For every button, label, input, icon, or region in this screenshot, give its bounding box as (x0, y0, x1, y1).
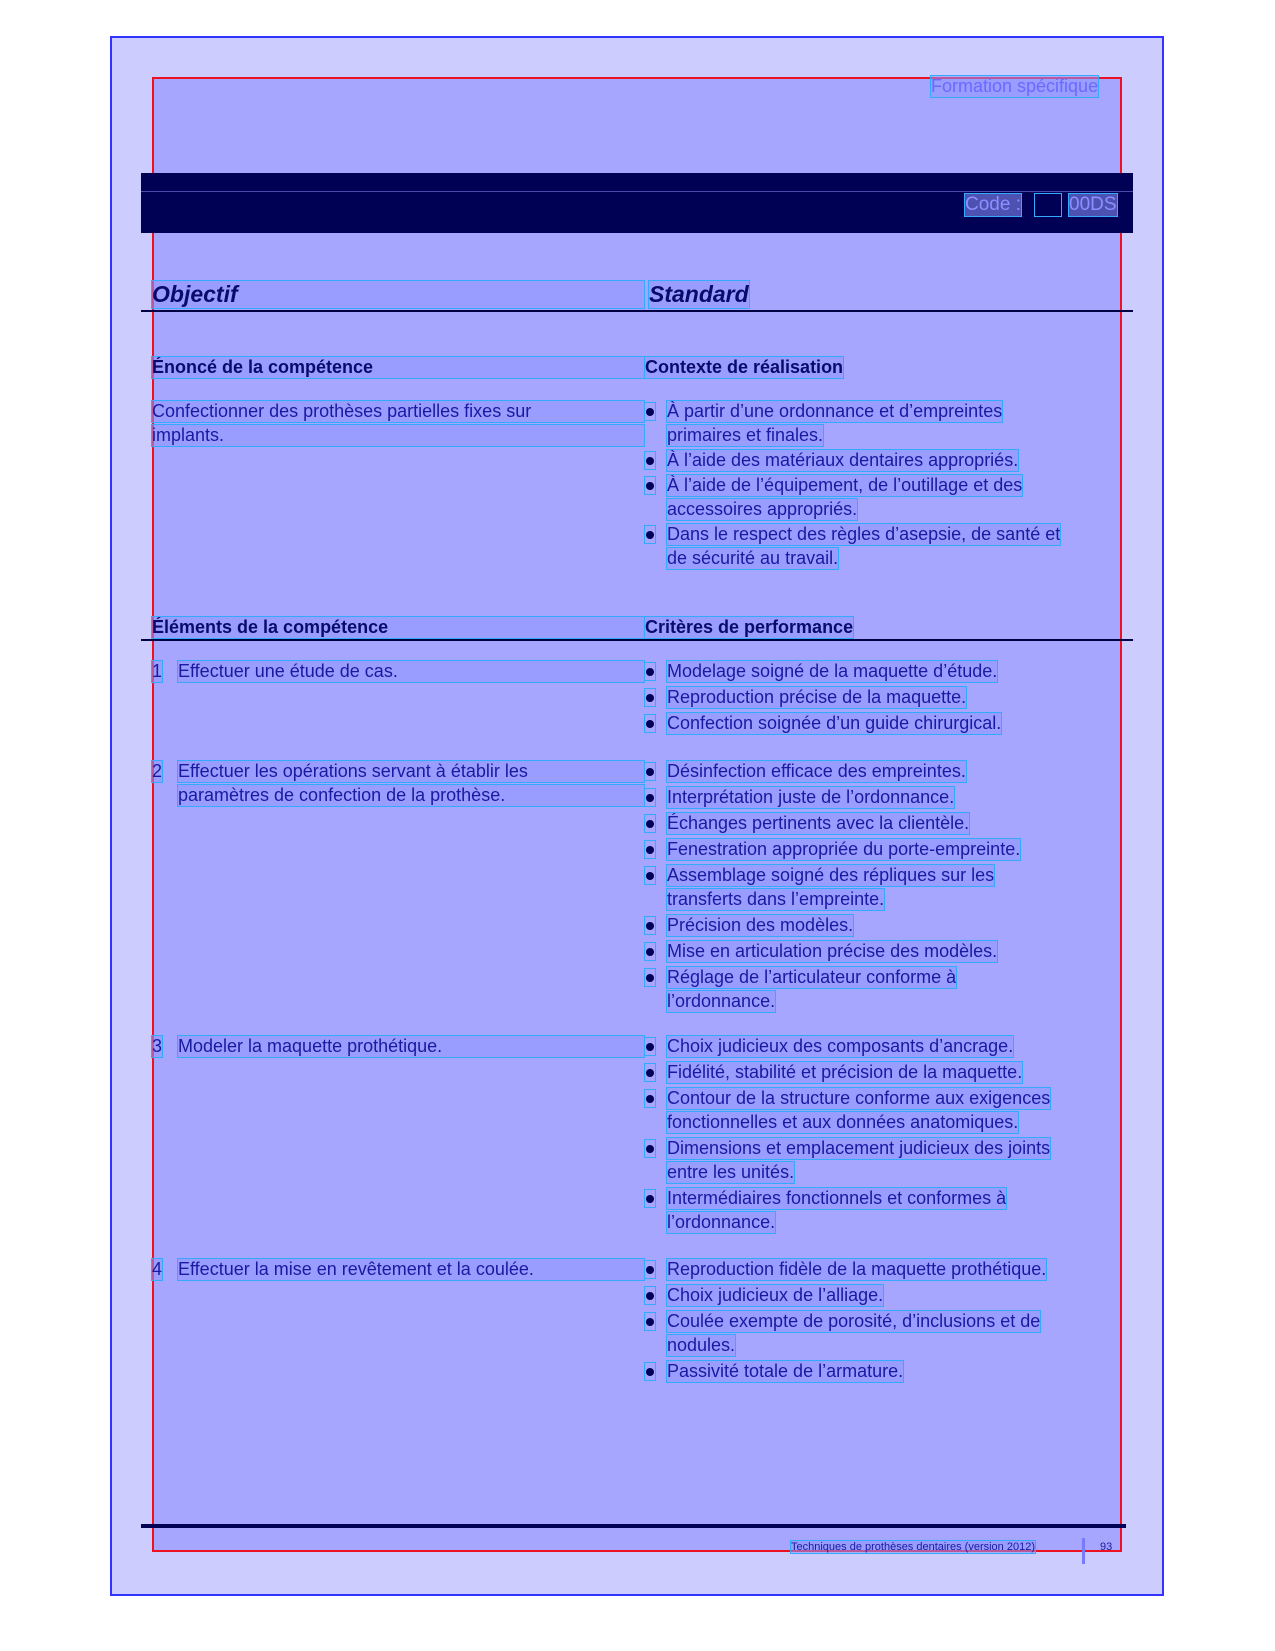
criterion-line: accessoires appropriés. (667, 499, 858, 519)
bullet-dot-icon (646, 408, 654, 416)
bullet-dot-icon (646, 668, 654, 676)
criterion-line: entre les unités. (667, 1162, 795, 1182)
bullet-dot-icon (646, 1266, 654, 1274)
criterion-line: Contour de la structure conforme aux exigences (667, 1088, 1051, 1108)
element-text-line: Effectuer la mise en revêtement et la coulée. (178, 1259, 644, 1280)
bullet-dot-icon (646, 1043, 654, 1051)
context-heading: Contexte de réalisation (645, 357, 844, 377)
criterion-line: Modelage soigné de la maquette d’étude. (667, 661, 998, 681)
bullet-dot-icon (646, 1368, 654, 1376)
bullet-dot-icon (646, 1318, 654, 1326)
element-number: 3 (152, 1036, 163, 1056)
criterion-line: Désinfection efficace des empreintes. (667, 761, 966, 781)
header-banner (141, 173, 1133, 233)
bullet-dot-icon (646, 872, 654, 880)
criterion-line: Intermédiaires fonctionnels et conformes à (667, 1188, 1007, 1208)
criterion-line: Coulée exempte de porosité, d’inclusions et de (667, 1311, 1041, 1331)
bullet-dot-icon (646, 948, 654, 956)
bullet-dot-icon (646, 694, 654, 702)
bullet-dot-icon (646, 846, 654, 854)
element-text-line: paramètres de confection de la prothèse. (178, 785, 644, 806)
bullet-dot-icon (646, 922, 654, 930)
bullet-dot-icon (646, 1095, 654, 1103)
bullet-dot-icon (646, 974, 654, 982)
elements-heading-rule (141, 639, 1133, 641)
criterion-line: primaires et finales. (667, 425, 824, 445)
criterion-line: Choix judicieux de l’alliage. (667, 1285, 884, 1305)
criterion-line: Fidélité, stabilité et précision de la maquette. (667, 1062, 1023, 1082)
page-number: 93 (1100, 1541, 1113, 1553)
bullet-dot-icon (646, 720, 654, 728)
criterion-line: Échanges pertinents avec la clientèle. (667, 813, 970, 833)
element-number: 4 (152, 1259, 163, 1279)
bullet-dot-icon (646, 1069, 654, 1077)
competence-statement-heading: Énoncé de la compétence (152, 357, 644, 378)
criterion-line: l’ordonnance. (667, 1212, 776, 1232)
bullet-dot-icon (646, 794, 654, 802)
bullet-dot-icon (646, 457, 654, 465)
criterion-line: Dans le respect des règles d’asepsie, de santé et (667, 524, 1061, 544)
competence-statement-line: Confectionner des prothèses partielles fixes sur (152, 401, 644, 422)
column-title-objectif: Objectif (152, 281, 644, 308)
column-title-standard: Standard (649, 281, 749, 307)
code-label: Code : (965, 194, 1021, 215)
criterion-line: Reproduction fidèle de la maquette prothétique. (667, 1259, 1047, 1279)
element-text-line: Effectuer les opérations servant à établir les (178, 761, 644, 782)
criterion-line: Confection soignée d’un guide chirurgical. (667, 713, 1002, 733)
column-title-rule (141, 310, 1133, 312)
criterion-line: Réglage de l’articulateur conforme à (667, 967, 957, 987)
criterion-line: nodules. (667, 1335, 736, 1355)
criterion-line: Interprétation juste de l’ordonnance. (667, 787, 955, 807)
criterion-line: Assemblage soigné des répliques sur les (667, 865, 995, 885)
criterion-line: transferts dans l’empreinte. (667, 889, 885, 909)
element-text-line: Effectuer une étude de cas. (178, 661, 644, 682)
bullet-dot-icon (646, 482, 654, 490)
criterion-line: de sécurité au travail. (667, 548, 839, 568)
bullet-dot-icon (646, 531, 654, 539)
criterion-line: À l’aide de l’équipement, de l’outillage et des (667, 475, 1023, 495)
element-number: 1 (152, 661, 163, 681)
elements-heading: Éléments de la compétence (152, 617, 644, 638)
criterion-line: fonctionnelles et aux données anatomiques. (667, 1112, 1019, 1132)
criterion-line: Dimensions et emplacement judicieux des joints (667, 1138, 1051, 1158)
criterion-line: À partir d’une ordonnance et d’empreintes (667, 401, 1003, 421)
footer-rule (141, 1524, 1126, 1528)
code-field (1035, 194, 1061, 216)
criteria-heading: Critères de performance (645, 617, 854, 637)
element-text-line: Modeler la maquette prothétique. (178, 1036, 644, 1057)
criterion-line: À l’aide des matériaux dentaires appropriés. (667, 450, 1019, 470)
criterion-line: Passivité totale de l’armature. (667, 1361, 904, 1381)
formation-label: Formation spécifique (931, 76, 1099, 96)
bullet-dot-icon (646, 1292, 654, 1300)
criterion-line: Fenestration appropriée du porte-empreinte. (667, 839, 1021, 859)
criterion-line: Reproduction précise de la maquette. (667, 687, 967, 707)
code-value: 00DS (1069, 194, 1117, 215)
element-number: 2 (152, 761, 163, 781)
criterion-line: l’ordonnance. (667, 991, 776, 1011)
bullet-dot-icon (646, 820, 654, 828)
footer-text: Techniques de prothèses dentaires (version 2012) (791, 1541, 1035, 1553)
criterion-line: Mise en articulation précise des modèles. (667, 941, 998, 961)
bullet-dot-icon (646, 1145, 654, 1153)
criterion-line: Choix judicieux des composants d’ancrage. (667, 1036, 1014, 1056)
banner-line (141, 191, 1133, 192)
criterion-line: Précision des modèles. (667, 915, 854, 935)
bullet-dot-icon (646, 1195, 654, 1203)
footer-separator (1082, 1538, 1085, 1564)
competence-statement-line: implants. (152, 425, 644, 446)
bullet-dot-icon (646, 768, 654, 776)
